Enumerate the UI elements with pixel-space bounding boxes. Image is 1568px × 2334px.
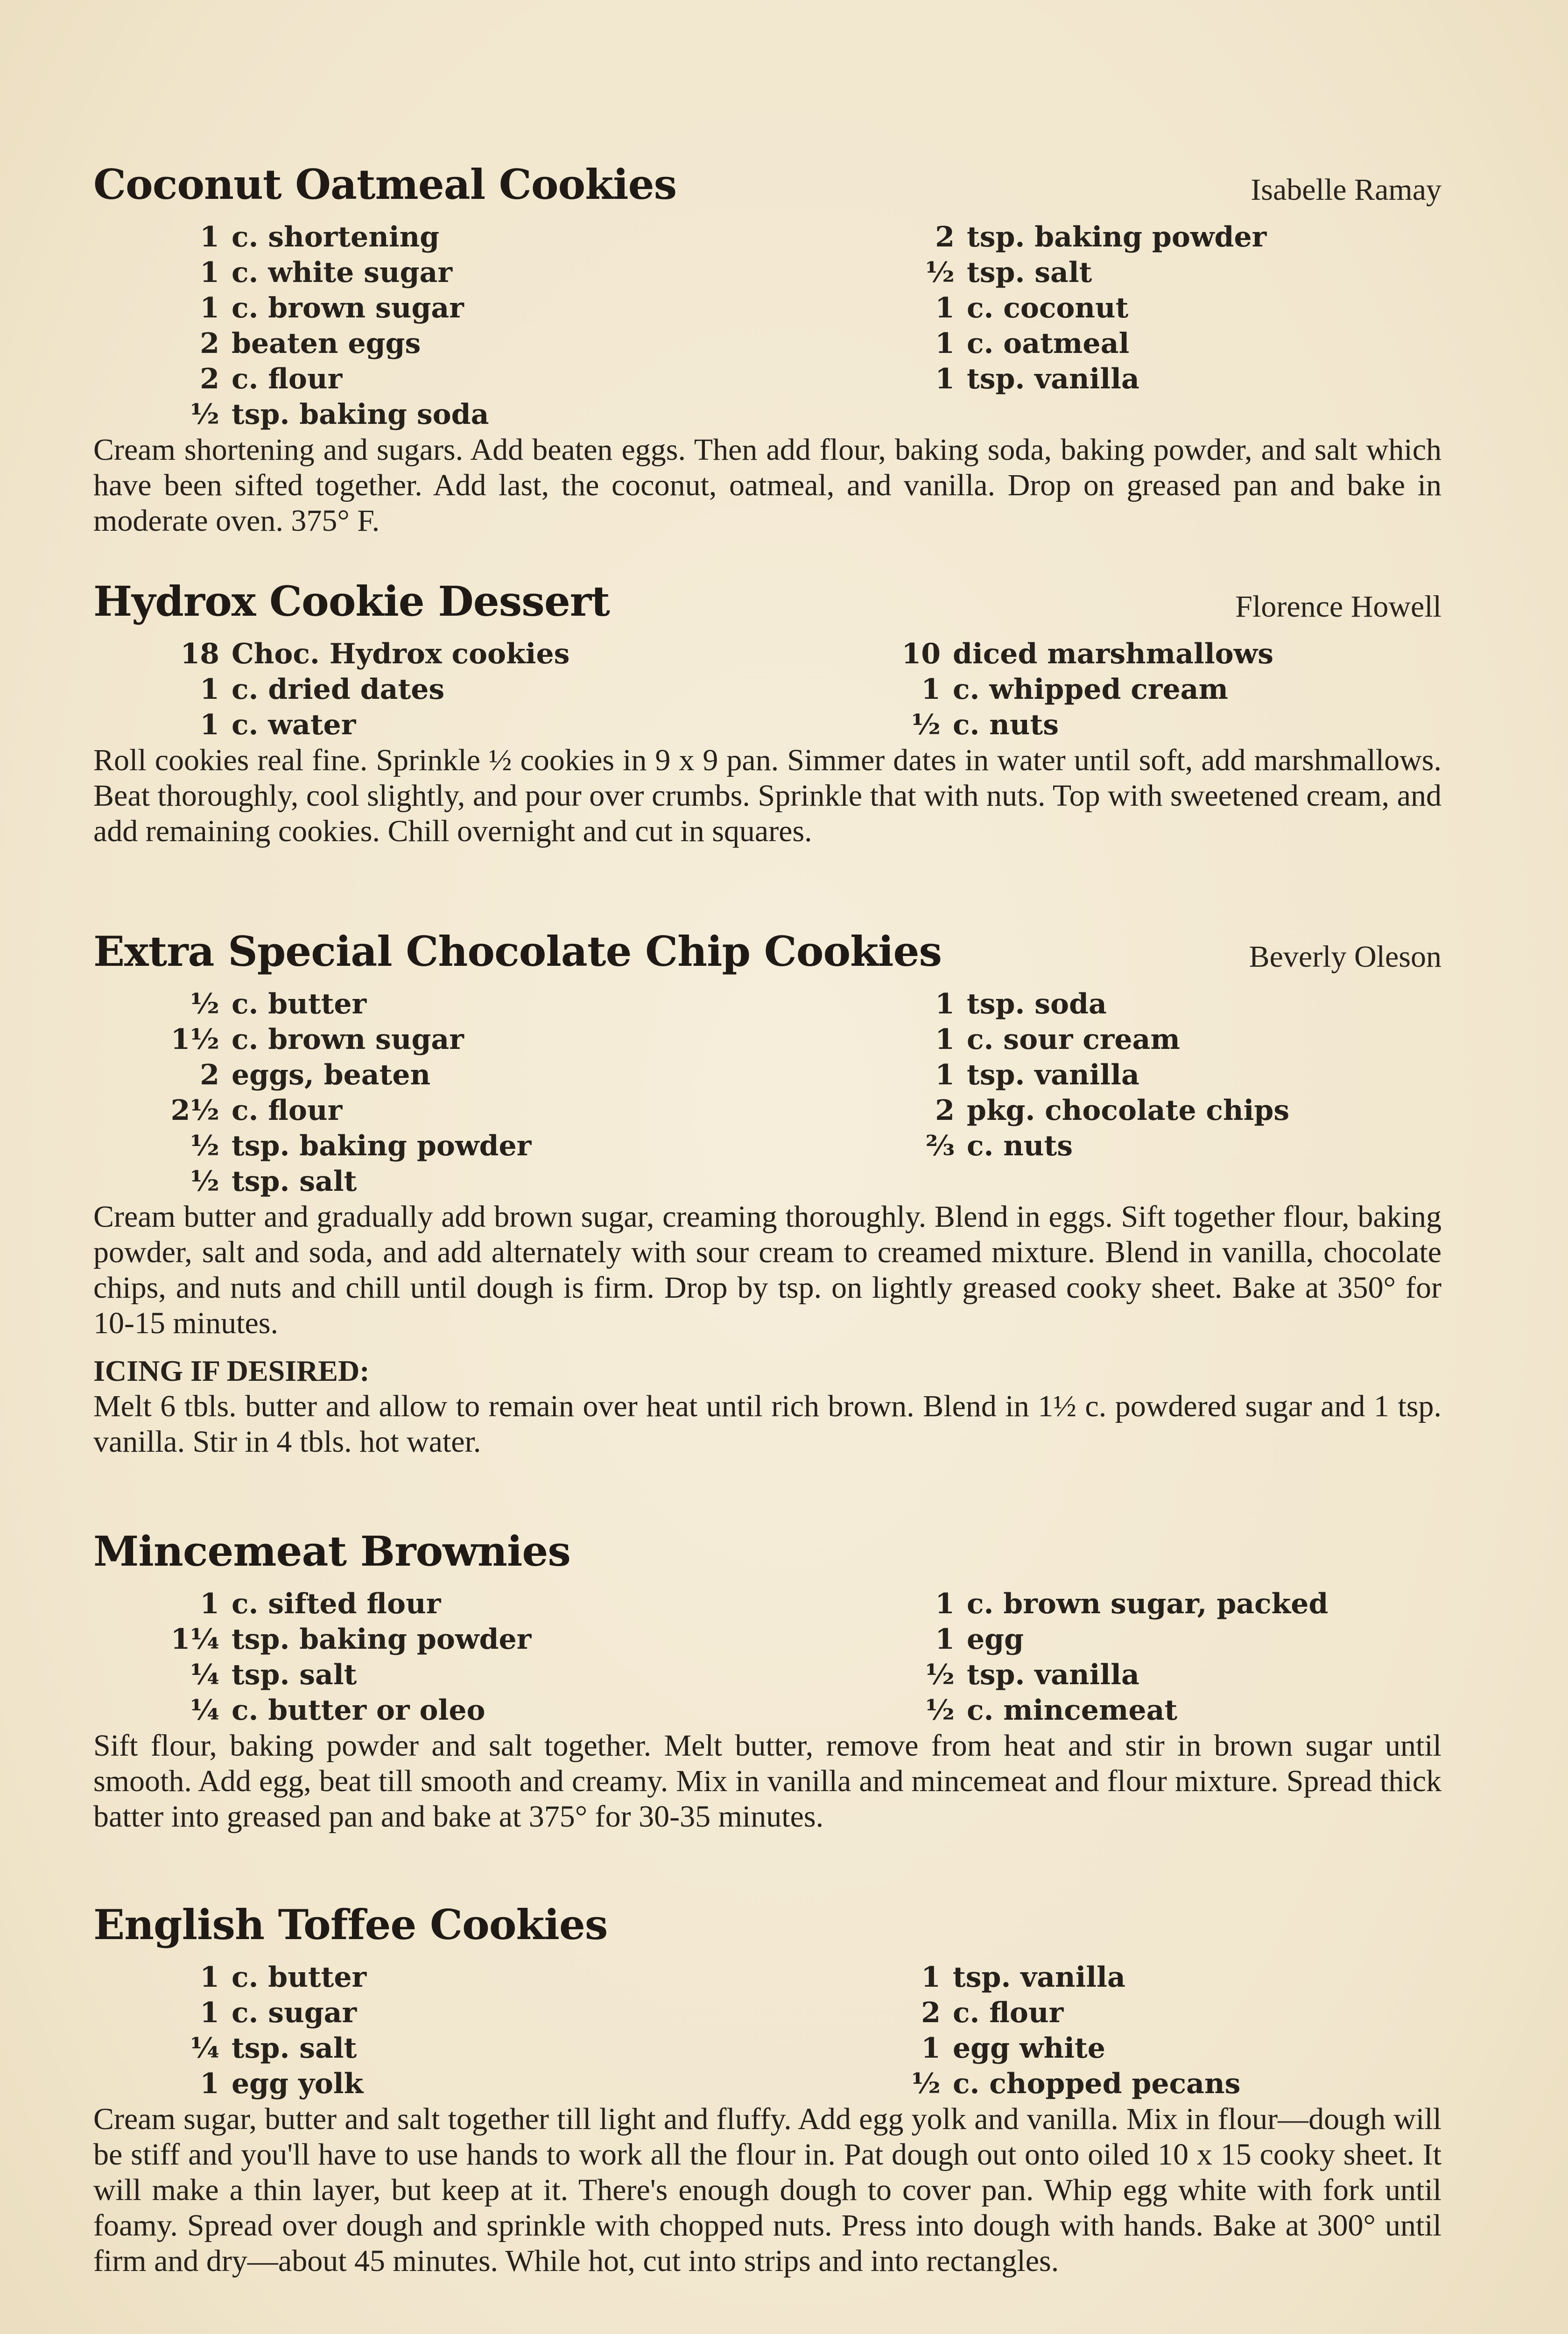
ingredients-left-column (93, 636, 570, 743)
ingredient: 1 egg (935, 1623, 1024, 1656)
ingredient: 1 egg white (921, 2032, 1105, 2065)
ingredient-list (93, 986, 1441, 1199)
recipe-method: Cream shortening and sugars. Add beaten eggs. Then add flour, baking soda, baking powder, and salt which have been sifted together. Add last, the coconut, oatmeal, and vanilla. Drop on greased pan and bake in moderate oven. 375° F. (93, 433, 1441, 538)
ingredient-list (93, 1586, 1441, 1728)
ingredient: 1 tsp. vanilla (935, 1059, 1139, 1091)
recipe-author: Isabelle Ramay (1251, 173, 1441, 207)
ingredients-right-column (854, 219, 1266, 397)
ingredients-right-column (854, 986, 1289, 1164)
ingredient: 1 c. water (200, 709, 356, 741)
recipe-method: Cream sugar, butter and salt together till light and fluffy. Add egg yolk and vanilla. Mix in flour—dough will be stiff and you'll have to use hands to work all the flour in. Pat dough out onto oiled 10 x 15 cooky sheet. It will make a thin layer, but keep at it. There's enough dough to cover pan. Whip egg white with fork until foamy. Spread over dough and sprinkle with chopped nuts. Press into dough with hands. Bake at 300° until firm and dry—about 45 minutes. While hot, cut into strips and into rectangles. (93, 2102, 1441, 2278)
ingredient: 1 c. brown sugar (200, 292, 464, 324)
ingredient: ⅔ c. nuts (925, 1130, 1073, 1162)
ingredient: 1 c. butter (200, 1961, 367, 1994)
ingredients-left-column (93, 1586, 531, 1728)
ingredients-right-column (854, 1586, 1328, 1728)
ingredient: ½ c. nuts (911, 709, 1059, 741)
recipe-method: Cream butter and gradually add brown sugar, creaming thoroughly. Blend in eggs. Sift together flour, baking powder, salt and soda, and add alternately with sour cream to creamed mixture. Blend in vanilla, chocolate chips, and nuts and chill until dough is firm. Drop by tsp. on lightly greased cooky sheet. Bake at 350° for 10-15 minutes. (93, 1200, 1441, 1340)
ingredient: 1 c. oatmeal (935, 327, 1130, 360)
ingredient: 2 tsp. baking powder (935, 221, 1267, 253)
ingredients-left-column (93, 986, 531, 1199)
recipe-coconut-oatmeal-cookies (93, 159, 1441, 539)
ingredient: ¼ tsp. salt (190, 1659, 357, 1691)
ingredient: 1 c. brown sugar, packed (935, 1588, 1329, 1620)
icing-method: Melt 6 tbls. butter and allow to remain over heat until rich brown. Blend in 1½ c. powdered sugar and 1 tsp. vanilla. Stir in 4 tbls. hot water. (93, 1389, 1441, 1459)
recipe-extra-special-chocolate-chip-cookies (93, 926, 1441, 1460)
recipe-title: Extra Special Chocolate Chip Cookies (93, 927, 942, 976)
ingredient: 10 diced marshmallows (901, 638, 1274, 670)
ingredients-right-column (840, 636, 1273, 743)
recipe-title: Hydrox Cookie Dessert (93, 577, 610, 626)
recipe-english-toffee-cookies (93, 1899, 1441, 2279)
ingredient-list (93, 1960, 1441, 2102)
ingredient: 2 c. flour (200, 363, 343, 395)
ingredient: 1 tsp. soda (935, 988, 1107, 1020)
ingredient: 1 c. coconut (935, 292, 1129, 324)
ingredient: ½ tsp. salt (925, 256, 1092, 289)
ingredient: 1 c. shortening (200, 221, 440, 253)
recipe-title: Coconut Oatmeal Cookies (93, 160, 677, 209)
recipe-hydrox-cookie-dessert (93, 576, 1441, 849)
ingredient: 1 c. sifted flour (200, 1588, 441, 1620)
ingredients-left-column (93, 219, 489, 432)
ingredient: 1 tsp. vanilla (921, 1961, 1125, 1994)
ingredient: 2 beaten eggs (200, 327, 421, 360)
ingredient: 2 c. flour (921, 1997, 1064, 2029)
ingredient: ½ tsp. baking powder (190, 1130, 532, 1162)
ingredient: 1 c. sour cream (935, 1023, 1180, 1056)
recipe-title: English Toffee Cookies (93, 1900, 608, 1949)
recipe-method: Sift flour, baking powder and salt together. Melt butter, remove from heat and stir in brown sugar until smooth. Add egg, beat till smooth and creamy. Mix in vanilla and mincemeat and flour mixture. Spread thick batter into greased pan and bake at 375° for 30-35 minutes. (93, 1729, 1441, 1834)
icing-heading: ICING IF DESIRED: (93, 1354, 370, 1387)
ingredient: 1 c. white sugar (200, 256, 452, 289)
ingredient: 1 c. whipped cream (921, 673, 1228, 706)
ingredient: 1 tsp. vanilla (935, 363, 1139, 395)
recipe-title: Mincemeat Brownies (93, 1527, 570, 1575)
recipe-method: Roll cookies real fine. Sprinkle ½ cookies in 9 x 9 pan. Simmer dates in water until soft, add marshmallows. Beat thoroughly, cool slightly, and pour over crumbs. Sprinkle that with nuts. Top with sweetened cream, and add remaining cookies. Chill overnight and cut in squares. (93, 743, 1441, 848)
ingredients-left-column (93, 1960, 366, 2102)
ingredient: 2 eggs, beaten (200, 1059, 431, 1091)
ingredient: 1¼ tsp. baking powder (170, 1623, 532, 1656)
ingredient: ¼ tsp. salt (190, 2032, 357, 2065)
ingredient: ½ c. butter (190, 988, 367, 1020)
ingredient: 1 egg yolk (200, 2067, 364, 2100)
ingredient: 2 pkg. chocolate chips (935, 1094, 1290, 1127)
recipe-author: Beverly Oleson (1249, 940, 1441, 974)
ingredient: ½ tsp. vanilla (925, 1659, 1139, 1691)
ingredient-list (93, 636, 1441, 743)
ingredient-list (93, 219, 1441, 432)
ingredient: 1½ c. brown sugar (170, 1023, 464, 1056)
ingredient: ½ tsp. baking soda (190, 398, 489, 431)
ingredient: ¼ c. butter or oleo (190, 1694, 485, 1727)
ingredient: ½ c. chopped pecans (911, 2067, 1241, 2100)
ingredient: 1 c. dried dates (200, 673, 445, 706)
ingredient: 1 c. sugar (200, 1997, 357, 2029)
ingredients-right-column (840, 1960, 1240, 2102)
recipe-author: Florence Howell (1235, 590, 1441, 624)
ingredient: ½ c. mincemeat (925, 1694, 1178, 1727)
ingredient: ½ tsp. salt (190, 1165, 357, 1198)
ingredient: 18 Choc. Hydrox cookies (180, 638, 570, 670)
ingredient: 2½ c. flour (170, 1094, 343, 1127)
recipe-mincemeat-brownies (93, 1526, 1441, 1835)
